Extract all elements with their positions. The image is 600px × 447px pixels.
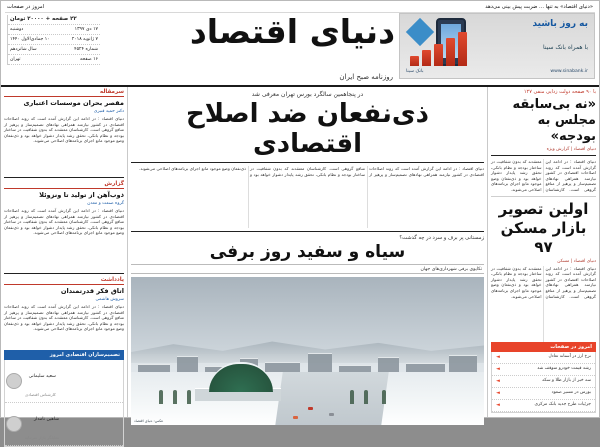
divider: [491, 155, 596, 156]
editorial-author: دکتر حمید قنبری: [93, 109, 124, 114]
today-pages-list: [491, 352, 596, 413]
meta-label-0: دوشنبه: [10, 27, 24, 32]
right-column: [487, 87, 599, 417]
ad-bar-chart-graphic: [408, 32, 503, 66]
list-item[interactable]: [492, 388, 595, 400]
note-headline[interactable]: اتاق فکر قدرتمندان: [60, 287, 124, 295]
note-author: سروش هاشمی: [95, 297, 124, 302]
report-headline[interactable]: ذوب‌آهن از تولید تا ونزوئلا: [39, 191, 124, 199]
meta-row-1: [8, 35, 100, 45]
list-item[interactable]: [492, 400, 595, 412]
lead-body: دنیای اقتصاد : در ادامه این گزارش آمده است که روند اصلاحات اقتصادی در کشور نیازمند همراهی نهادهای تصمیم‌ساز و پرهیز از منافع گروهی است. کارشناسان معتقدند که بدون شفافیت در ساختار بودجه و نظام بانکی، تحقق رشد پایدار دشوار خواهد بود و ذی‌نفعان وضع موجود مانع اجرای برنامه‌های اصلاحی می‌شوند.: [139, 166, 484, 177]
nameplate: [5, 13, 399, 83]
decision-makers-list: [4, 360, 124, 447]
person-role: تحلیلگر بازار سرمایه: [25, 435, 59, 440]
right-body-2: دنیای اقتصاد : در ادامه این گزارش آمده است که روند اصلاحات اقتصادی در کشور نیازمند همراهی نهادهای تصمیم‌ساز و پرهیز از منافع گروهی است. کارشناسان معتقدند که بدون شفافیت در ساختار بودجه و نظام بانکی، تحقق رشد پایدار دشوار خواهد بود و ذی‌نفعان وضع موجود مانع اجرای برنامه‌های اصلاحی می‌شوند.: [491, 265, 596, 299]
avatar: [6, 373, 22, 389]
lead-kicker: در پنجاهمین سالگرد بورس تهران معرفی شد: [251, 91, 364, 98]
right-headline-2[interactable]: اولین تصویر بازار مسکن ۹۷: [498, 199, 589, 256]
list-item[interactable]: [492, 376, 595, 388]
ad-website: www.sinabank.ir: [550, 69, 588, 74]
paper-tagline: روزنامه صبح ایران: [339, 73, 393, 81]
meta-label-3: تهران: [10, 57, 21, 62]
right-byline-1: دنیای اقتصاد | گزارش ویژه: [546, 147, 596, 152]
bullet-icon: ◄: [496, 390, 500, 397]
section-title-editorial: سرمقاله: [4, 89, 124, 97]
today-pages-box-title: امروز در صفحات: [491, 342, 596, 352]
bullet-icon: ◄: [496, 354, 500, 361]
ad-brand: بانک سینا: [406, 69, 424, 74]
list-item-label: سه خبر از بازار طلا و سکه: [542, 378, 591, 384]
right-kicker: با ۹۰ صفحه دولت زدایی منفی ۱۲۷: [523, 89, 596, 95]
masthead: [1, 1, 599, 87]
decision-makers-title: تصمیم‌سازان اقتصادی امروز: [4, 350, 124, 360]
center-column: [127, 87, 487, 423]
list-item[interactable]: [492, 364, 595, 376]
list-item-label: نرخ ارز در آستانه تعادل: [548, 354, 591, 360]
report-author: گروه صنعت و معدن: [87, 201, 124, 206]
bullet-icon: ◄: [496, 402, 500, 409]
meta-price-row: [8, 15, 100, 25]
divider-left-1: [4, 177, 124, 178]
note-body: دنیای اقتصاد : در ادامه این گزارش آمده است که روند اصلاحات اقتصادی در کشور نیازمند همراهی نهادهای تصمیم‌ساز و پرهیز از منافع گروهی است. کارشناسان معتقدند که بدون شفافیت در ساختار بودجه و نظام بانکی، تحقق رشد پایدار دشوار خواهد بود و ذی‌نفعان وضع موجود مانع اجرای برنامه‌های اصلاحی می‌شوند.: [4, 304, 124, 332]
lead-headline[interactable]: ذی‌نفعان ضد اصلاح اقتصادی: [185, 99, 430, 159]
list-item[interactable]: [5, 360, 123, 403]
masthead-slogan-left: «دنیای اقتصاد» به تنها ... ضربت پیش بینی می‌دهد: [485, 4, 593, 10]
list-item-label: رشد قیمت خودرو متوقف شد: [537, 366, 591, 372]
avatar: [6, 416, 22, 432]
ad-subtitle: با همراه بانک سینا: [543, 44, 588, 51]
issue-meta: [7, 15, 100, 65]
bullet-icon: ◄: [496, 378, 500, 385]
meta-row-0: [8, 25, 100, 35]
paper-title: دنیای اقتصاد: [189, 12, 395, 51]
right-byline-2: دنیای اقتصاد | مسکن: [557, 258, 596, 264]
left-column: [1, 87, 127, 440]
person-name: شاهین نامدار: [33, 417, 59, 422]
meta-row-3: [8, 55, 100, 65]
meta-value-1: ۷ ژانویه ۲۰۱۸: [71, 37, 98, 42]
snow-city-photo: [131, 277, 484, 425]
meta-value-0: ۱۷ دی ۱۳۹۷: [74, 27, 98, 32]
person-role: کارشناس اقتصادی: [25, 392, 56, 397]
list-item[interactable]: [492, 352, 595, 364]
masthead-slogan-right: امروز در صفحات: [7, 4, 45, 10]
ad-title: به روز باشید: [532, 19, 588, 29]
divider-2: [491, 196, 596, 197]
bank-advertisement[interactable]: [399, 13, 595, 79]
section-title-note: یادداشت: [4, 277, 124, 285]
meta-label-1: ۱۰ جمادی‌الاول ۱۴۴۰: [10, 37, 50, 42]
meta-value-2: شماره ۴۵۲۴: [74, 47, 98, 52]
photo-story-headline[interactable]: سیاه و سفید روز برفی: [209, 242, 406, 262]
page-content: [1, 87, 599, 440]
editorial-headline[interactable]: مقصر بحران موسسات اعتباری: [23, 99, 124, 107]
meta-row-2: [8, 45, 100, 55]
divider-lead: [131, 162, 484, 163]
section-title-report: گزارش: [4, 181, 124, 189]
masthead-body: [5, 13, 595, 83]
photo-story-kicker: زمستانی پر برف و سرد در چه گذشت؟: [399, 235, 484, 241]
editorial-body: دنیای اقتصاد : در ادامه این گزارش آمده است که روند اصلاحات اقتصادی در کشور نیازمند همراهی نهادهای تصمیم‌ساز و پرهیز از منافع گروهی است. کارشناسان معتقدند که بدون شفافیت در ساختار بودجه و نظام بانکی، تحقق رشد پایدار دشوار خواهد بود و ذی‌نفعان وضع موجود مانع اجرای برنامه‌های اصلاحی می‌شوند.: [4, 116, 124, 144]
masthead-ad-area: [399, 13, 595, 83]
meta-label-2: سال شانزدهم: [10, 47, 37, 52]
photo-credit: عکس: دنیای اقتصاد: [134, 419, 164, 423]
list-item-label: جزئیات طرح جدید بانک مرکزی: [534, 402, 591, 408]
report-body: دنیای اقتصاد : در ادامه این گزارش آمده است که روند اصلاحات اقتصادی در کشور نیازمند همراهی نهادهای تصمیم‌ساز و پرهیز از منافع گروهی است. کارشناسان معتقدند که بدون شفافیت در ساختار بودجه و نظام بانکی، تحقق رشد پایدار دشوار خواهد بود و ذی‌نفعان وضع موجود مانع اجرای برنامه‌های اصلاحی می‌شوند.: [4, 208, 124, 236]
price-label: ۲۲ صفحه + ۲۰۰۰۰ تومان: [10, 16, 77, 22]
right-headline-1[interactable]: «نه بی‌سابقه مجلس به بودجه»: [512, 97, 596, 144]
right-body-1: دنیای اقتصاد : در ادامه این گزارش آمده است که روند اصلاحات اقتصادی در کشور نیازمند همراهی نهادهای تصمیم‌ساز و پرهیز از منافع گروهی است. کارشناسان معتقدند که بدون شفافیت در ساختار بودجه و نظام بانکی، تحقق رشد پایدار دشوار خواهد بود و ذی‌نفعان وضع موجود مانع اجرای برنامه‌های اصلاحی می‌شوند.: [491, 159, 596, 192]
bullet-icon: ◄: [496, 366, 500, 373]
divider-lead-2: [131, 231, 484, 232]
list-item[interactable]: [5, 403, 123, 446]
meta-value-3: ۱۶ صفحه: [79, 57, 98, 62]
divider-left-2: [4, 273, 124, 274]
list-item-label: بورس در مسیر صعود: [551, 390, 591, 396]
photo-story-dek: تکاپوی برفی شهرداری‌های جهان: [131, 264, 484, 274]
person-name: سعید سلیمانی: [28, 374, 56, 379]
